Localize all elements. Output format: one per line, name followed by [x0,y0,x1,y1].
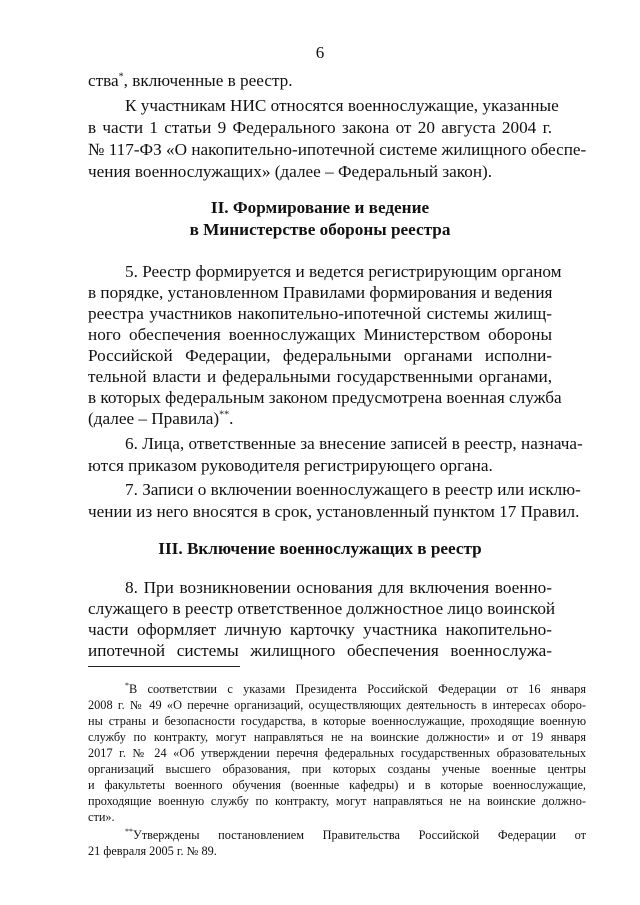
paragraph-6-line: 6. Лица, ответственные за внесение записей в реестр, назнача- [125,434,583,453]
footnote-1-line: службу по контракту, могут направляться не на воинские должности» и от 19 января [88,730,586,744]
footnote-2-mark: ** [125,826,133,836]
footnote-ref-2: ** [219,409,230,421]
paragraph-line: в части 1 статьи 9 Федерального закона от 20 августа 2004 г. [88,118,552,137]
footnote-1-line: 2017 г. № 24 «Об утверждении перечня федеральных государственных образовательных [88,746,586,760]
footnote-2-first-line: **Утверждены постановлением Правительства Российской Федерации от [125,826,586,842]
footnote-1-mark: * [125,680,129,690]
paragraph-7-line: чении из него вносятся в срок, установленный пунктом 17 Правил. [88,502,580,521]
paragraph-8-line: 8. При возникновении основания для включения военно- [125,578,552,597]
paragraph-5-line: 5. Реестр формируется и ведется регистрирующим органом [125,262,562,281]
paragraph-6-line: ются приказом руководителя регистрирующего органа. [88,456,493,475]
paragraph-8-line: служащего в реестр ответственное должностное лицо воинской [88,599,556,618]
paragraph-line: № 117-ФЗ «О накопительно-ипотечной системе жилищного обеспе- [88,140,587,159]
footnote-1-line: организаций высшего образования, при которых созданы ученые военные центры [88,762,586,776]
footnote-1-line: и факультеты военного обучения (военные кафедры) и в которые военнослужащие, [88,778,586,792]
paragraph-5-line: реестра участников накопительно-ипотечной системы жилищ- [88,304,552,323]
footnote-1-first-line: *В соответствии с указами Президента Российской Федерации от 16 января [125,680,586,696]
paragraph-7-line: 7. Записи о включении военнослужащего в реестр или исклю- [125,480,581,499]
paragraph-line: К участникам НИС относятся военнослужащие, указанные [125,96,559,115]
page-number: 6 [315,43,325,62]
footnote-1-line: проходящие военную службу по контракту, могут направляться не на воинские должно- [88,794,586,808]
paragraph-5-line: в которых федеральным законом предусмотрена военная служба [88,388,562,407]
footnote-1-line: сти». [88,810,115,824]
section-2-heading-line-2: в Министерстве обороны реестра [189,220,451,239]
footnote-ref-1: * [118,71,124,83]
paragraph-5-line: ного обеспечения военнослужащих Министерством обороны [88,325,552,344]
paragraph-8-line: ипотечной системы жилищного обеспечения военнослужа- [88,641,552,660]
footnote-separator [88,666,240,667]
footnote-1-line: 2008 г. № 49 «О перечне организаций, осуществляющих деятельность в интересах оборо- [88,698,586,712]
paragraph-5-line: Российской Федерации, федеральными органами исполни- [88,346,552,365]
section-3-heading: III. Включение военнослужащих в реестр [158,539,482,558]
paragraph-8-line: части оформляет личную карточку участника накопительно- [88,620,552,639]
section-2-heading-line-1: II. Формирование и ведение [210,198,430,217]
paragraph-5-last-line: (далее – Правила)**. [88,409,234,428]
paragraph-5-line: в порядке, установленном Правилами формирования и ведения [88,283,553,302]
footnote-2-line: 21 февраля 2005 г. № 89. [88,844,217,858]
paragraph-line: чения военнослужащих» (далее – Федеральный закон). [88,162,493,181]
intro-line-1: ства*, включенные в реестр. [88,71,293,90]
footnote-1-line: ны страны и безопасности государства, в которые военнослужащие, проходящие военную [88,714,586,728]
paragraph-5-line: тельной власти и федеральными государственными органами, [88,367,552,386]
